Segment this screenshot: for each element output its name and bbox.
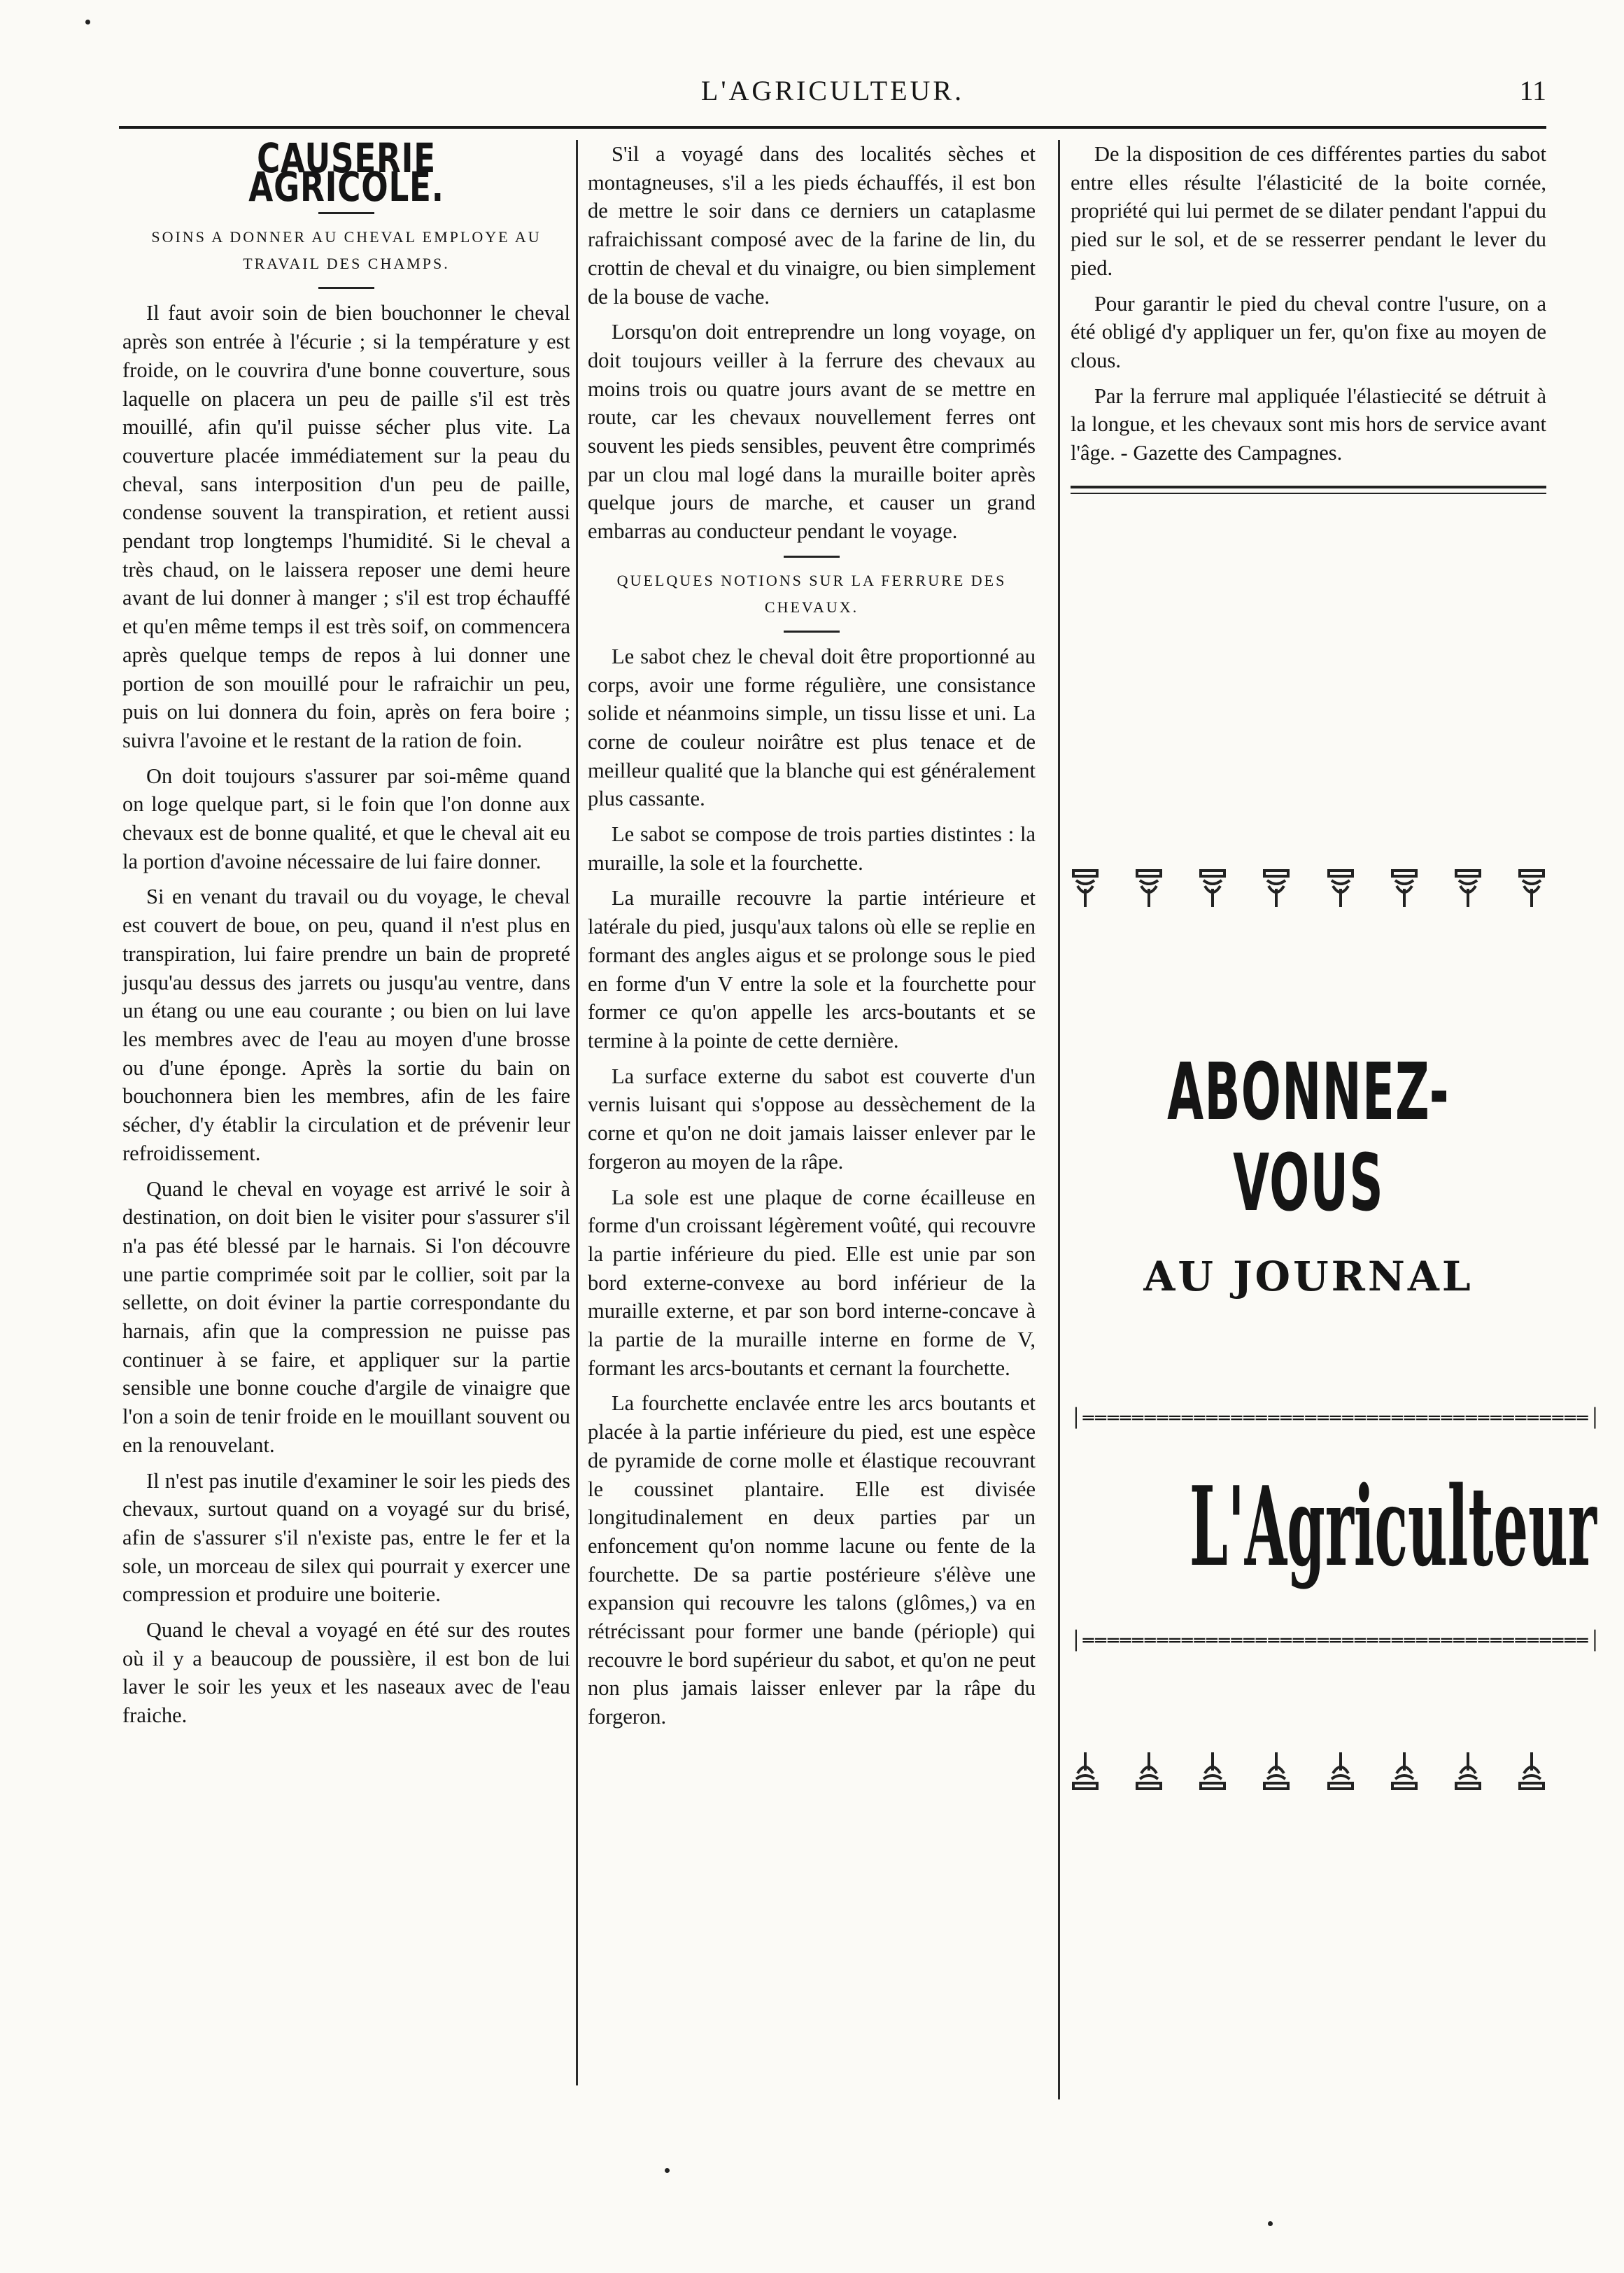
fleuron-icon xyxy=(1134,1750,1164,1792)
advert-subscribe: ABONNEZ-VOUS xyxy=(1167,1047,1450,1229)
fleuron-icon xyxy=(1262,868,1291,910)
column-divider-2 xyxy=(1058,140,1060,2099)
heading-rule xyxy=(318,212,374,214)
fleuron-icon xyxy=(1390,868,1419,910)
paragraph: Quand le cheval en voyage est arrivé le soir à destination, on doit bien le visiter pour s'assurer s'il n'a pas été blessé par le harnais. Si l'on découvre une partie comprimée soit par le collier, soit par la sellette, on doit éviner la partie correspondante du harnais, afin que la compression ne puisse pas continuer à se faire, et appliquer sur la partie sensible une bonne couche d'argile de vinaigre que l'on a soin de tenir froide en le mouillant souvent ou en la renouvelant. xyxy=(122,1176,570,1457)
ornament-dash-row-top: │═════════════════════════════════════════│ xyxy=(1071,1408,1602,1429)
ornament-row-bottom xyxy=(1071,1750,1546,1792)
paragraph: Lorsqu'on doit entreprendre un long voyage, on doit toujours veiller à la ferrure des chevaux au moins trois ou quatre jours avant de se mettre en route, car les chevaux nouvellement ferres ont souvent les pieds sensibles, peuvent être comprimés par un clou mal logé dans la muraille boiter après quelque jours de marche, et causer un grand embarras au conducteur pendant le voyage. xyxy=(588,320,1036,544)
fleuron-icon xyxy=(1453,1750,1483,1792)
paragraph: On doit toujours s'assurer par soi-même quand on loge quelque part, si le foin que l'on donne aux chevaux est de bonne qualité, et que le cheval ait eu la portion d'avoine nécessaire de lui faire donner. xyxy=(122,763,570,873)
section-rule xyxy=(784,556,840,558)
fleuron-icon xyxy=(1262,1750,1291,1792)
paragraph: La sole est une plaque de corne écailleuse en forme d'un croissant légèrement voûté, qui recouvre la partie inférieure du pied. Elle est unie par son bord externe-convexe au bord inférieur de la muraille externe, et par son bord interne-concave à la partie de la muraille interne en forme de V, formant les arcs-boutants et cernant la fourchette. xyxy=(588,1185,1036,1380)
page-number: 11 xyxy=(1519,75,1546,106)
fleuron-icon xyxy=(1453,868,1483,910)
advert-journal: AU JOURNAL xyxy=(1143,1253,1474,1300)
header-rule xyxy=(119,126,1546,129)
paragraph: Si en venant du travail ou du voyage, le cheval est couvert de boue, on peu, quand il n'est plus en transpiration, lui faire prendre un bain de propreté jusqu'au dessus des jarrets ou jusqu'au ventre, dans un étang ou une eau courante ; ou bien on lui lave les membres avec de l'eau au moyen d'une brosse ou d'une éponge. Après la sortie du bain on bouchonnera bien les membres, afin de les faire sécher, d'y établir la circulation et de prévenir leur refroidissement. xyxy=(122,885,570,1165)
paragraph: Il faut avoir soin de bien bouchonner le cheval après son entrée à l'écurie ; si la température y est froide, on le couvrira d'une bonne couverture, sous laquelle on placera un peu de paille s'il est très mouillé, afin qu'il puisse sécher plus vite. La couverture placée immédiatement sur la peau du cheval, sans interposition d'un peu de paille, condense souvent la transpiration, et retient aussi pendant trop longtemps l'humidité. Si le cheval a très chaud, on le laissera reposer une demi heure avant de lui donner à manger ; s'il est trop échauffé et qu'en même temps il est très soif, on commencera après quelque temps de repos à lui donner une portion de son mouillé pour le rafraichir un peu, puis on lui donnera du foin, après on fera boire ; suivra l'avoine et le restant de la ration de foin. xyxy=(122,301,570,752)
paragraph: Il n'est pas inutile d'examiner le soir les pieds des chevaux, surtout quand on a voyagé sur du brisé, afin de s'assurer s'il n'existe pas, entre le fer et la sole, un morceau de silex qui pourrait y exercer une compression et produire une boiterie. xyxy=(122,1468,570,1607)
advert-masthead: L'Agriculteur xyxy=(1189,1463,1597,1591)
section-rule-2 xyxy=(784,631,840,633)
column-1 xyxy=(122,134,570,1737)
stray-mark xyxy=(85,20,90,24)
paragraph: La muraille recouvre la partie intérieure et latérale du pied, jusqu'aux talons où elle se replie en formant des angles aigus et se prolonge sous le pied en forme d'un V entre la sole et la fourchette pour former ce qu'on appelle les arcs-boutants et se termine à la pointe de cette dernière. xyxy=(588,886,1036,1053)
page-header xyxy=(119,69,1546,119)
paragraph: La surface externe du sabot est couverte d'un vernis luisant qui s'oppose au dessèchement de la corne et qu'on ne doit jamais laisser enlever par le forgeron au moyen de la râpe. xyxy=(588,1064,1036,1174)
paragraph: S'il a voyagé dans des localités sèches et montagneuses, s'il a les pieds échauffés, il est bon de mettre le soir dans ce derniers un cataplasme rafraichissant composé avec de la farine de lin, du crottin de cheval et du vinaigre, ou bien simplement de la bouse de vache. xyxy=(588,142,1036,309)
section-subhead: QUELQUES NOTIONS SUR LA FERRURE DES CHEVAUX. xyxy=(616,571,1007,616)
subtitle-rule xyxy=(318,287,374,289)
stray-mark xyxy=(665,2168,670,2173)
ornament-row-top xyxy=(1071,868,1546,910)
paragraph: Le sabot chez le cheval doit être proportionné au corps, avoir une forme régulière, une consistance solide et néanmoins simple, un tissu lisse et uni. La corne de couleur noirâtre est plus tenace et de meilleur qualité que la blanche qui est généralement plus cassante. xyxy=(588,644,1036,811)
paragraph: Par la ferrure mal appliquée l'élastiecité se détruit à la longue, et les chevaux sont mis hors de service avant l'âge. - Gazette des Campagnes. xyxy=(1071,383,1546,465)
article-heading: CAUSERIE AGRICOLE. xyxy=(248,134,444,211)
fleuron-icon xyxy=(1390,1750,1419,1792)
column-2 xyxy=(588,140,1036,1738)
fleuron-icon xyxy=(1517,1750,1546,1792)
paragraph: La fourchette enclavée entre les arcs boutants et placée à la partie inférieure du pied, est une espèce de pyramide de corne molle et élastique recouvrant le coussinet plantaire. Elle est divisée longitudinalement en deux parties par un enfoncement qu'on nomme lacune ou fente de la fourchette. De sa partie postérieure s'élève une expansion qui recouvre les talons (glômes,) va en rétrécissant pour former une bande (périople) qui recouvre le bord supérieur du sabot, et qu'on ne peut non plus jamais laisser enlever par la râpe du forgeron. xyxy=(588,1391,1036,1729)
fleuron-icon xyxy=(1517,868,1546,910)
paragraph: Le sabot se compose de trois parties distintes : la muraille, la sole et la fourchette. xyxy=(588,822,1036,875)
fleuron-icon xyxy=(1326,868,1355,910)
fleuron-icon xyxy=(1071,868,1100,910)
paragraph: Quand le cheval a voyagé en été sur des routes où il y a beaucoup de poussière, il est bon de lui laver le soir les yeux et les naseaux avec de l'eau fraiche. xyxy=(122,1618,570,1728)
paragraph: Pour garantir le pied du cheval contre l'usure, on a été obligé d'y appliquer un fer, qu'on fixe au moyen de clous. xyxy=(1071,291,1546,372)
column-3 xyxy=(1071,140,1546,494)
running-title: L'AGRICULTEUR. xyxy=(700,75,965,106)
stray-mark xyxy=(1268,2221,1273,2226)
article-subtitle: SOINS A DONNER AU CHEVAL EMPLOYE AU TRAVAIL DES CHAMPS. xyxy=(151,228,542,273)
fleuron-icon xyxy=(1326,1750,1355,1792)
fleuron-icon xyxy=(1198,1750,1227,1792)
fleuron-icon xyxy=(1134,868,1164,910)
paragraph: De la disposition de ces différentes parties du sabot entre elles résulte l'élasticité de la boite cornée, propriété qui lui permet de se dilater pendant l'appui du pied sur le sol, et de se resserrer pendant le lever du pied. xyxy=(1071,142,1546,280)
ornament-dash-row-bottom: │═════════════════════════════════════════│ xyxy=(1071,1631,1602,1652)
column-divider-1 xyxy=(576,140,578,2085)
fleuron-icon xyxy=(1071,1750,1100,1792)
fleuron-icon xyxy=(1198,868,1227,910)
column-end-rule xyxy=(1071,486,1546,494)
